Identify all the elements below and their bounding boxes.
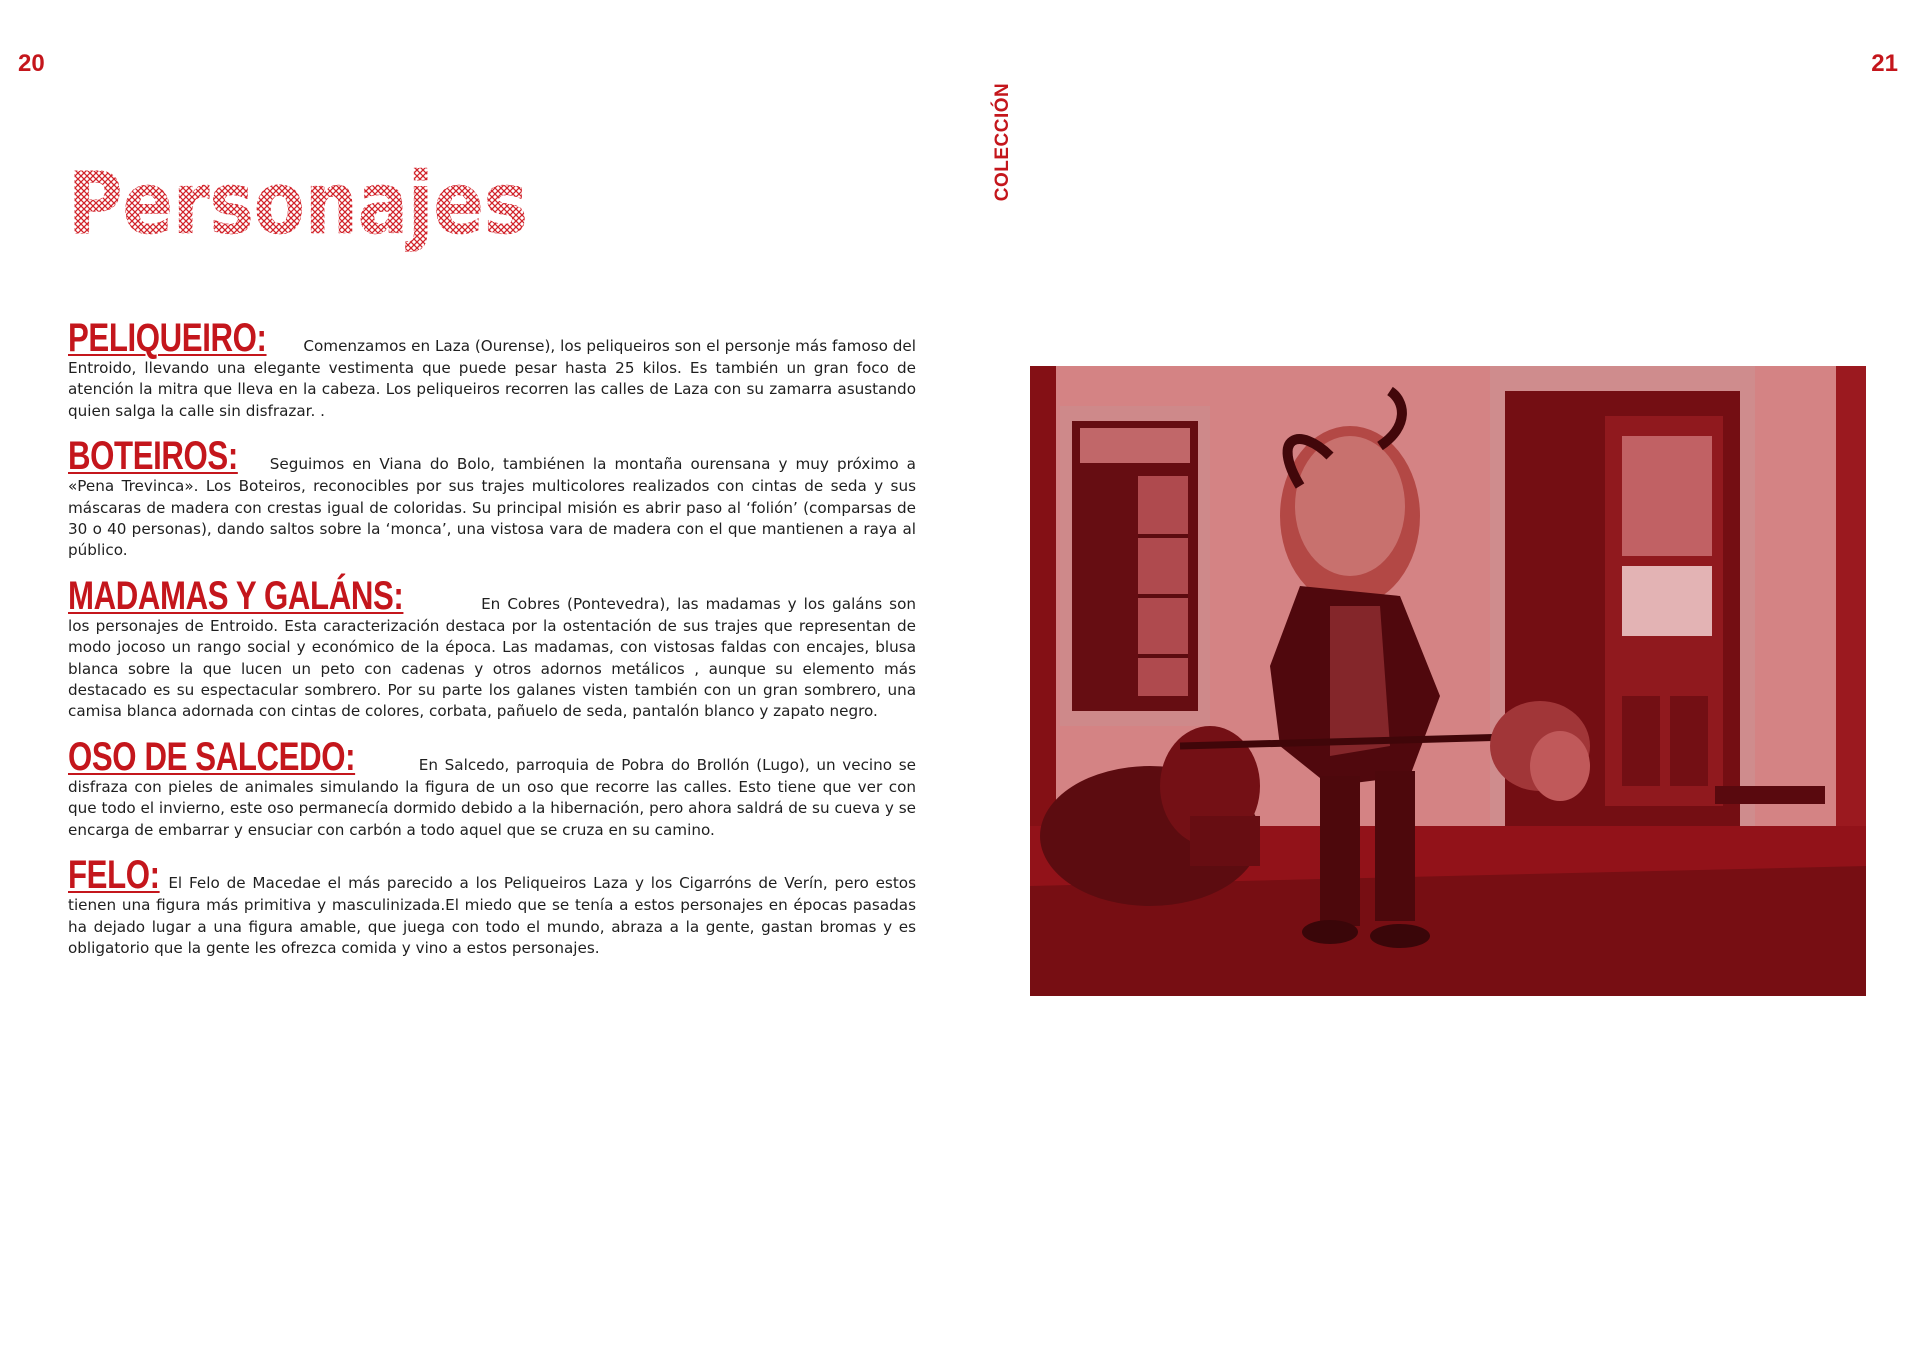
page-title — [66, 155, 546, 255]
section-text: Comenzamos en Laza (Ourense), los peliqueiros son el personje más famoso del Entroido, llevando una elegante vestimenta que puede pesar hasta 25 kilos. Es también un gran foco de atención la mitra que lleva en la cabeza. Los peliqueiros recorren las calles de Laza con su zamarra asustando quien salga la calle sin disfrazar. . — [68, 337, 916, 420]
section-boteiros — [68, 436, 916, 562]
masked-figure-photo — [1030, 366, 1866, 996]
section-heading: OSO DE SALCEDO: — [68, 734, 356, 779]
page-number-left: 20 — [18, 50, 45, 77]
section-madamas-y-galans — [68, 573, 916, 723]
section-text: En Salcedo, parroquia de Pobra do Brollón (Lugo), un vecino se disfraza con pieles de animales simulando la figura de un oso que recorre las calles. Esto tiene que ver con que todo el invierno, este oso permanecía dormido debido a la hibernación, pero ahora saldrá de su cueva y se encarga de embarrar y ensuciar con carbón a todo aquel que se cruza en su camino. — [68, 755, 916, 839]
section-label — [992, 82, 1014, 202]
character-list — [68, 318, 916, 973]
section-heading: MADAMAS Y GALÁNS: — [68, 573, 404, 618]
character-photo — [1030, 366, 1866, 996]
section-oso-de-salcedo — [68, 734, 916, 841]
section-felo — [68, 855, 916, 959]
section-text: En Cobres (Pontevedra), las madamas y los galáns son los personajes de Entroido. Esta caracterización destaca por la ostentación de sus trajes que representan de modo jocoso un rango social y económico de la época. Las madamas, con vistosas faldas con encajes, blusa blanca sobre la que lucen un peto con cadenas y otros adornos metálicos , aunque su elemento más destacado es su espectacular sombrero. Por su parte los galanes visten también con un gran sombrero, una camisa blanca adornada con cintas de colores, corbata, pañuelo de seda, pantalón blanco y zapato negro. — [68, 594, 916, 721]
title-text: Personajes — [68, 154, 528, 254]
section-text: El Felo de Macedae el más parecido a los Peliqueiros Laza y los Cigarróns de Verín, pero estos tienen una figura más primitiva y masculinizada.El miedo que se tenía a estos personajes en épocas pasadas ha dejado lugar a una figura amable, que juega con todo el mundo, abraza a la gente, gastan bromas y es obligatorio que la gente les ofrezca comida y vino a estos personajes. — [68, 874, 916, 957]
page-number-right: 21 — [1871, 50, 1898, 77]
section-text: Seguimos en Viana do Bolo, tambiénen la montaña ourensana y muy próximo a «Pena Trevinca». Los Boteiros, reconocibles por sus trajes multicolores realizados con cintas de seda y sus máscaras de madera con crestas igual de coloridas. Su principal misión es abrir paso al ‘folión’ (comparsas de 30 o 40 personas), dando saltos sobre la ‘monca’, una vistosa vara de madera con el que mantienen a raya al público. — [68, 455, 916, 560]
section-heading: BOTEIROS: — [68, 434, 238, 479]
section-heading: FELO: — [68, 853, 160, 898]
section-heading: PELIQUEIRO: — [68, 316, 267, 360]
section-peliqueiro — [68, 318, 916, 422]
section-label-text: COLECCIÓN — [992, 82, 1013, 202]
cross-stitch-title — [66, 155, 546, 255]
